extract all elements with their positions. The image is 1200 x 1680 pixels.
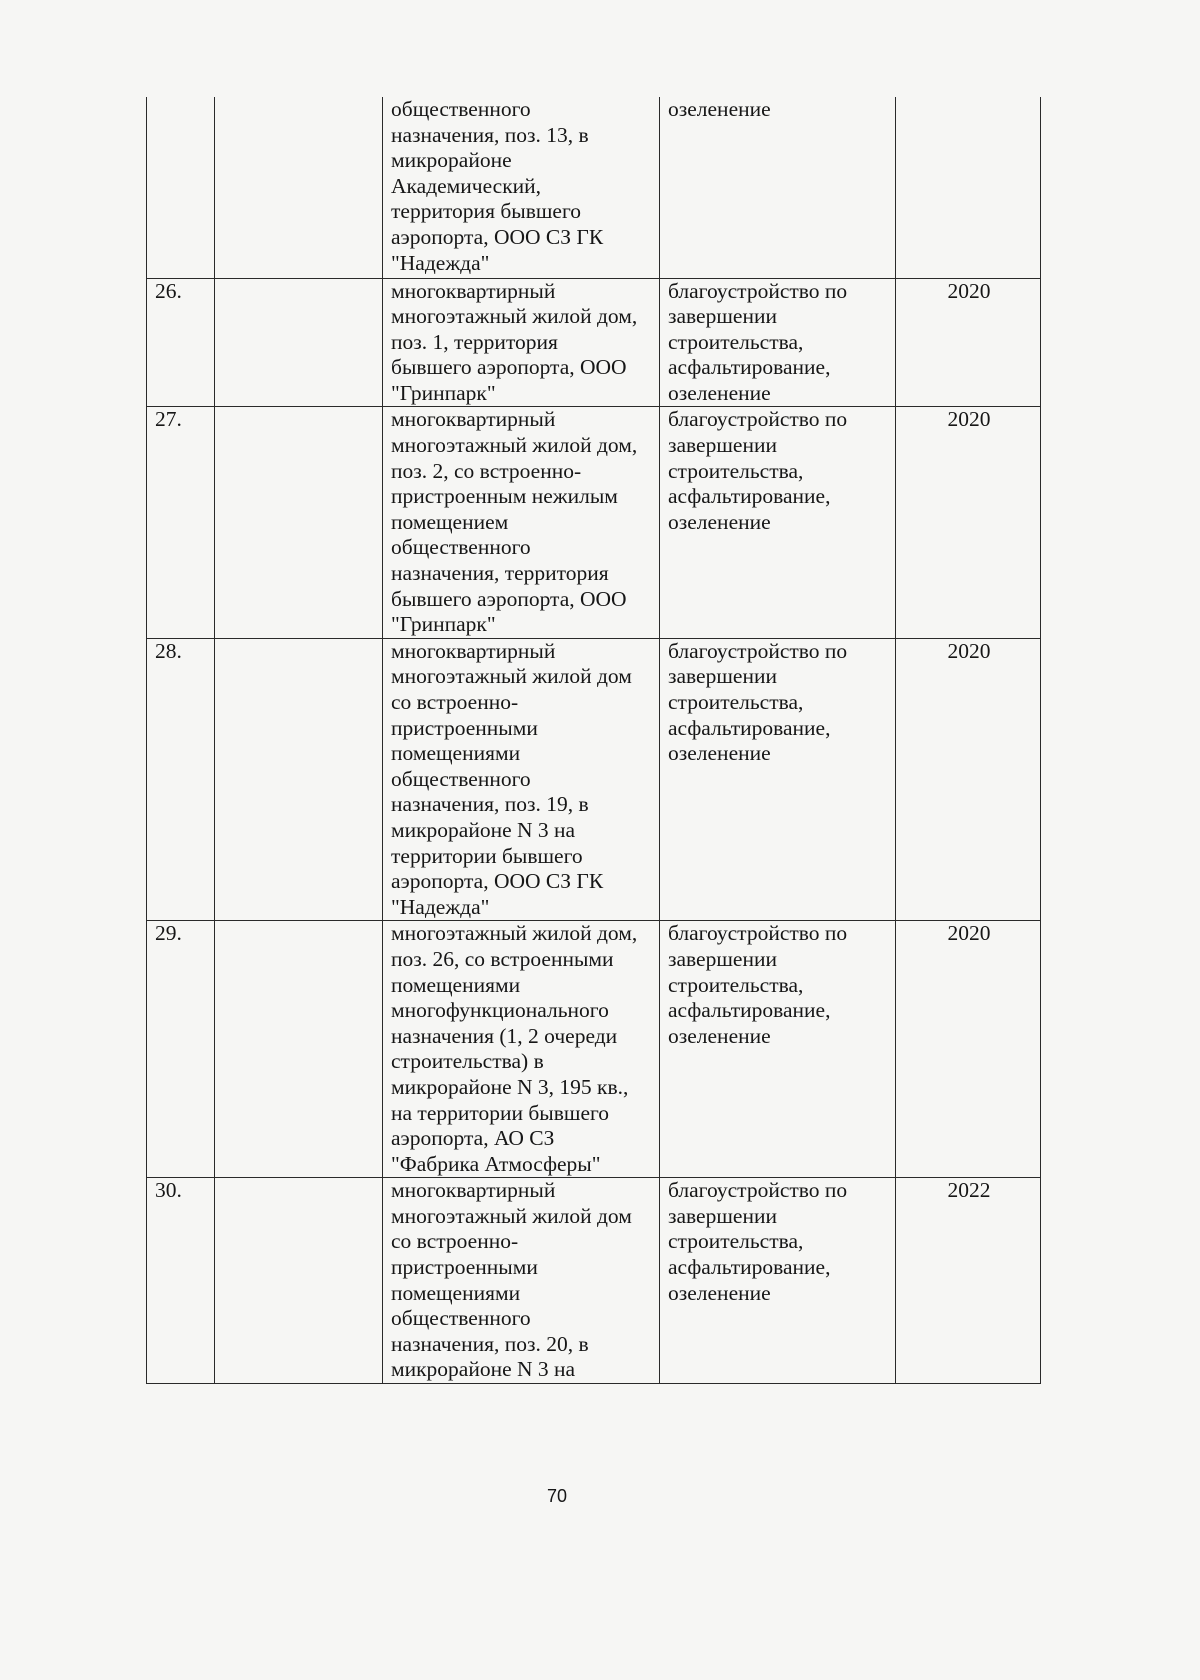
object-text: общественного назначения, поз. 13, в микрорайоне Академический, территория бывшего аэропорта, ООО СЗ ГК "Надежда"	[391, 97, 604, 275]
row-number	[147, 97, 215, 278]
object-text: многоквартирный многоэтажный жилой дом, поз. 2, со встроенно- пристроенным нежилым помещением общественного назначения, территория бывшего аэропорта, ООО "Гринпарк"	[391, 407, 638, 637]
object-description	[383, 638, 660, 921]
object-description	[383, 921, 660, 1178]
object-description	[383, 278, 660, 407]
blank-cell	[215, 1178, 383, 1384]
blank-cell	[215, 97, 383, 278]
blank-cell	[215, 921, 383, 1178]
row-number: 26.	[147, 278, 215, 407]
row-number: 27.	[147, 407, 215, 638]
completion-year: 2020	[896, 278, 1041, 407]
works-text: благоустройство по завершении строительства, асфальтирование, озеленение	[668, 921, 848, 1048]
works-text: благоустройство по завершении строительства, асфальтирование, озеленение	[668, 407, 848, 534]
object-description	[383, 97, 660, 278]
works-text: благоустройство по завершении строительства, асфальтирование, озеленение	[668, 1178, 848, 1305]
works-description	[660, 278, 896, 407]
table-row	[147, 407, 1041, 638]
completion-year: 2020	[896, 638, 1041, 921]
blank-cell	[215, 638, 383, 921]
blank-cell	[215, 407, 383, 638]
works-description	[660, 638, 896, 921]
works-description	[660, 407, 896, 638]
table-row	[147, 278, 1041, 407]
table-row	[147, 1178, 1041, 1384]
completion-year: 2020	[896, 921, 1041, 1178]
completion-year	[896, 97, 1041, 278]
object-text: многоэтажный жилой дом, поз. 26, со встроенными помещениями многофункционального назначения (1, 2 очереди строительства) в микрорайоне N 3, 195 кв., на территории бывшего аэропорта, АО СЗ "Фабрика Атмосферы"	[391, 921, 638, 1176]
works-text: благоустройство по завершении строительства, асфальтирование, озеленение	[668, 638, 848, 766]
row-number: 28.	[147, 638, 215, 921]
completion-year: 2022	[896, 1178, 1041, 1384]
object-text: многоквартирный многоэтажный жилой дом, поз. 1, территория бывшего аэропорта, ООО "Гринпарк"	[391, 278, 638, 405]
works-description	[660, 97, 896, 278]
object-text: многоквартирный многоэтажный жилой дом со встроенно- пристроенными помещениями общественного назначения, поз. 20, в микрорайоне N 3 на	[391, 1178, 632, 1382]
row-number: 30.	[147, 1178, 215, 1384]
table-row	[147, 921, 1041, 1178]
object-description	[383, 1178, 660, 1384]
object-text: многоквартирный многоэтажный жилой дом со встроенно- пристроенными помещениями общественного назначения, поз. 19, в микрорайоне N 3 на территории бывшего аэропорта, ООО СЗ ГК "Надежда"	[391, 638, 632, 919]
blank-cell	[215, 278, 383, 407]
table-row	[147, 97, 1041, 278]
works-description	[660, 1178, 896, 1384]
object-description	[383, 407, 660, 638]
object-table	[146, 97, 1041, 1384]
completion-year: 2020	[896, 407, 1041, 638]
page-number: 70	[546, 1486, 568, 1506]
works-text: озеленение	[668, 97, 771, 121]
table-row	[147, 638, 1041, 921]
works-text: благоустройство по завершении строительства, асфальтирование, озеленение	[668, 278, 848, 405]
row-number: 29.	[147, 921, 215, 1178]
works-description	[660, 921, 896, 1178]
